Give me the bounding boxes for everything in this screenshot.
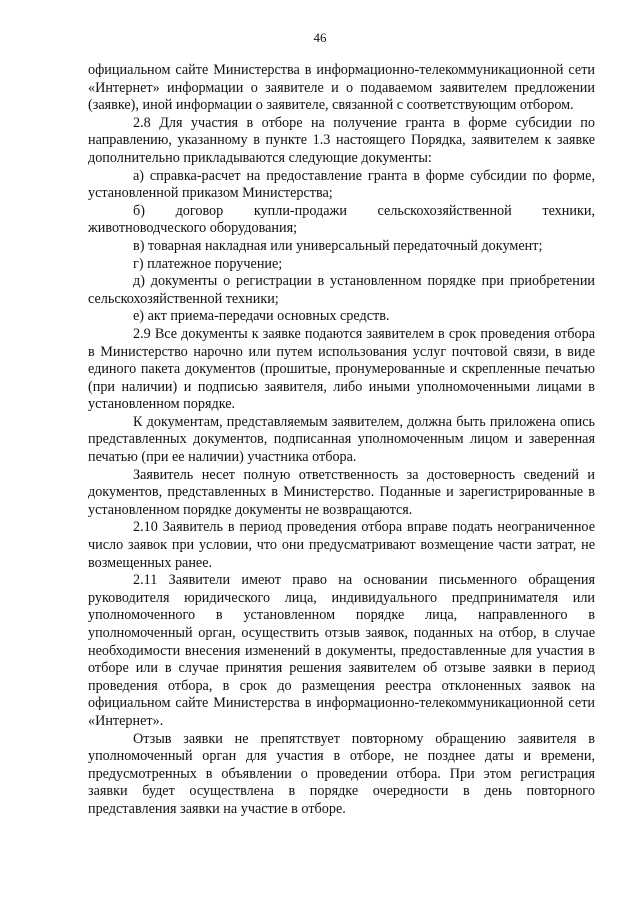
paragraph-responsibility: Заявитель несет полную ответственность за достоверность сведений и документов, представленных в Министерство. Поданные и зарегистрированные в установленном порядке документы не возвращаются.: [88, 466, 595, 518]
paragraph-inventory: К документам, представляемым заявителем, должна быть приложена опись представленных документов, подписанная уполномоченным лицом и заверенная печатью (при ее наличии) участника отбора.: [88, 413, 595, 466]
list-item-b: б) договор купли-продажи сельскохозяйственной техники, животноводческого оборудования;: [88, 202, 595, 237]
list-item-g: г) платежное поручение;: [133, 255, 283, 272]
paragraph-withdrawal: Отзыв заявки не препятствует повторному обращению заявителя в уполномоченный орган для участия в отборе, не позднее даты и времени, предусмотренных в объявлении о проведении отбора. При этом регистрация заявки будет осуществлена в порядке очередности в день повторного представления заявки на участие в отборе.: [88, 730, 595, 817]
page-number: 46: [313, 30, 327, 45]
list-item-d: д) документы о регистрации в установленном порядке при приобретении сельскохозяйственной техники;: [88, 273, 595, 307]
list-item-a: а) справка-расчет на предоставление гранта в форме субсидии по форме, установленной приказом Министерства;: [88, 167, 595, 202]
paragraph-continuation: официальном сайте Министерства в информационно-телекоммуникационной сети «Интернет» информации о заявителе и о подаваемом заявителем предложении (заявке), иной информации о заявителе, связанной с соответствующим отбором.: [88, 62, 595, 114]
list-item-v: в) товарная накладная или универсальный передаточный документ;: [133, 237, 543, 254]
paragraph-2-9: 2.9 Все документы к заявке подаются заявителем в срок проведения отбора в Министерство нарочно или путем использования услуг почтовой связи, в виде единого пакета документов (прошитые, пронумерованные и скрепленные печатью (при наличии) и подписью заявителя, либо иными уполномоченными лицами в установленном порядке.: [88, 325, 595, 413]
list-item-e: е) акт приема-передачи основных средств.: [133, 308, 390, 325]
paragraph-2-10: 2.10 Заявитель в период проведения отбора вправе подать неограниченное число заявок при условии, что они предусматривают возмещение части затрат, не возмещенных ранее.: [88, 519, 595, 571]
paragraph-2-8: 2.8 Для участия в отборе на получение гранта в форме субсидии по направлению, указанному в пункте 1.3 настоящего Порядка, заявителем к заявке дополнительно прикладываются следующие документы:: [88, 114, 595, 166]
document-body: [88, 62, 595, 819]
paragraph-2-11: 2.11 Заявители имеют право на основании письменного обращения руководителя юридического лица, индивидуального предпринимателя или уполномоченного в установленном порядке лица, направленного в уполномоченный орган, осуществить отзыв заявок, поданных на отбор, в случае необходимости внесения изменений в документы, предоставленные для участия в отборе или в случае принятия решения заявителем об отзыве заявки в период проведения отбора, в срок до размещения реестра отклоненных заявок на официальном сайте Министерства в информационно-телекоммуникационной сети «Интернет».: [88, 572, 595, 729]
